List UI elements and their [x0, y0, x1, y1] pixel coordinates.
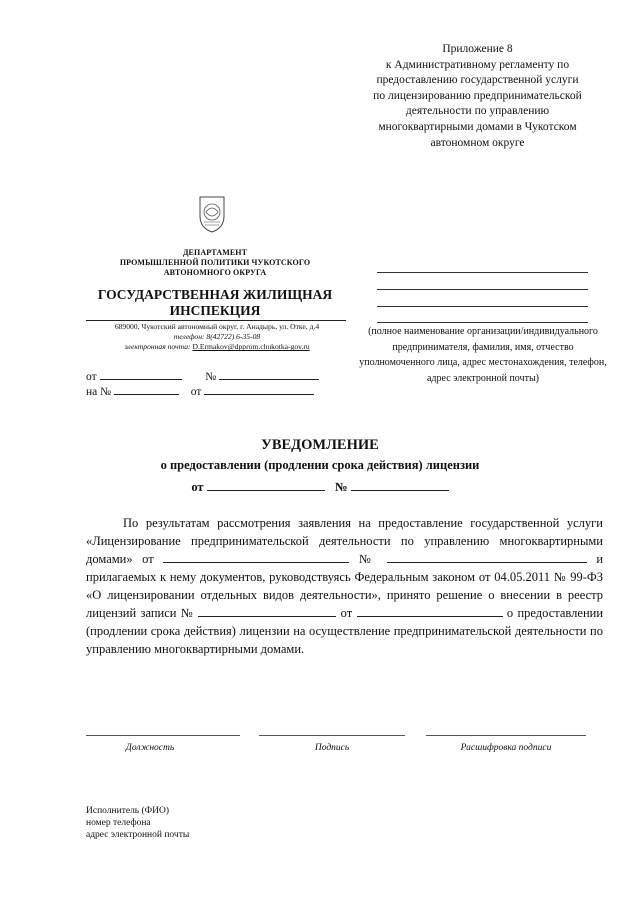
application-num-field[interactable]	[387, 551, 587, 563]
title-date-field[interactable]	[207, 479, 325, 491]
ref-row-incoming	[86, 383, 314, 399]
ref-num-label: №	[205, 371, 217, 383]
registry-num-field[interactable]	[198, 605, 336, 617]
email-link[interactable]: D.Ermakov@dpprom.chukotka-gov.ru	[192, 342, 310, 352]
recipient-line[interactable]	[377, 322, 588, 323]
phone-label: телефон:	[173, 332, 205, 342]
inspection-name	[85, 287, 345, 318]
appendix-line: предоставлению государственной услуги	[376, 74, 579, 87]
body-text-4: от	[340, 606, 353, 620]
body-text-2: №	[358, 552, 378, 566]
executor-phone: номер телефона	[86, 818, 151, 828]
ref-to-date-field[interactable]	[204, 383, 314, 395]
ref-from-label-2: от	[190, 386, 202, 398]
executor-name: Исполнитель (ФИО)	[86, 806, 170, 816]
ref-row-outgoing	[86, 368, 319, 384]
title-from-label: от	[191, 480, 204, 494]
position-line[interactable]	[86, 735, 240, 736]
address: 689000, Чукотский автономный округ, г. Анадырь, ул. Отке, д.4	[114, 322, 320, 331]
ref-from-label: от	[86, 371, 97, 383]
phone: 8(42722) 6-35-08	[206, 332, 261, 342]
signature-label: Подпись	[314, 743, 350, 753]
coat-of-arms-icon	[192, 194, 232, 234]
executor-email: адрес электронной почты	[86, 830, 190, 840]
recipient-line[interactable]	[377, 306, 588, 307]
ref-to-num-label: на №	[86, 386, 112, 398]
title-num-label: №	[334, 480, 348, 494]
ref-to-num-field[interactable]	[114, 383, 179, 395]
department-name	[110, 248, 320, 278]
recipient-line[interactable]	[377, 272, 588, 273]
appendix-block	[350, 42, 605, 151]
email-label: электронная почта:	[124, 342, 191, 352]
decode-label: Расшифровка подписи	[460, 743, 552, 753]
document-subtitle: о предоставлении (продлении срока действия) лицензии	[160, 458, 480, 472]
position-label: Должность	[125, 743, 175, 753]
notice-body	[86, 514, 603, 658]
body-text-1: По результатам рассмотрения заявления на предоставление государственной услуги «Лицензирование предпринимательской деятельности по управлению многоквартирными домами» от	[86, 516, 603, 566]
application-date-field[interactable]	[163, 551, 349, 563]
department-line: ПРОМЫШЛЕННОЙ ПОЛИТИКИ ЧУКОТСКОГО	[119, 258, 311, 267]
inspection-line: ГОСУДАРСТВЕННАЯ ЖИЛИЩНАЯ	[97, 287, 333, 302]
appendix-line: деятельности по управлению	[405, 105, 550, 118]
appendix-line: многоквартирными домами в Чукотском	[378, 120, 577, 133]
title-number-row	[0, 479, 640, 495]
document-title: УВЕДОМЛЕНИЕ	[261, 437, 379, 453]
department-line: ДЕПАРТАМЕНТ	[182, 248, 248, 257]
department-line: АВТОНОМНОГО ОКРУГА	[163, 268, 267, 277]
registry-date-field[interactable]	[357, 605, 503, 617]
body-text-3: и прилагаемых к нему документов, руководствуясь Федеральным законом от 04.05.2011 № 99-ФЗ «О лицензировании отдельных видов деятельности», принято решение о внесении в реестр лицензий записи №	[86, 552, 604, 620]
body-text-5: о предоставлении (продлении срока действия) лицензии на осуществление предпринимательской деятельности по управлению многоквартирными домами.	[86, 606, 604, 656]
executor-block	[86, 805, 189, 841]
ref-date-field[interactable]	[100, 368, 182, 380]
title-num-field[interactable]	[351, 479, 449, 491]
header-divider	[86, 320, 346, 321]
decode-line[interactable]	[426, 735, 586, 736]
appendix-line: автономном округе	[430, 136, 525, 149]
appendix-line: к Административному регламенту по	[385, 58, 570, 71]
email-row	[86, 342, 348, 352]
body-paragraph	[86, 514, 603, 658]
phone-row	[86, 332, 348, 342]
recipient-caption: (полное наименование организации/индивидуального предпринимателя, фамилия, имя, отчество уполномоченного лица, адрес местонахождения, телефон, адрес электронной почты)	[359, 326, 607, 384]
signature-line[interactable]	[259, 735, 405, 736]
appendix-line: по лицензированию предпринимательской	[373, 89, 582, 102]
inspection-line: ИНСПЕКЦИЯ	[169, 302, 261, 318]
appendix-title: Приложение 8	[442, 43, 513, 55]
recipient-line[interactable]	[377, 289, 588, 290]
ref-num-field[interactable]	[219, 368, 319, 380]
contact-info	[86, 322, 348, 353]
